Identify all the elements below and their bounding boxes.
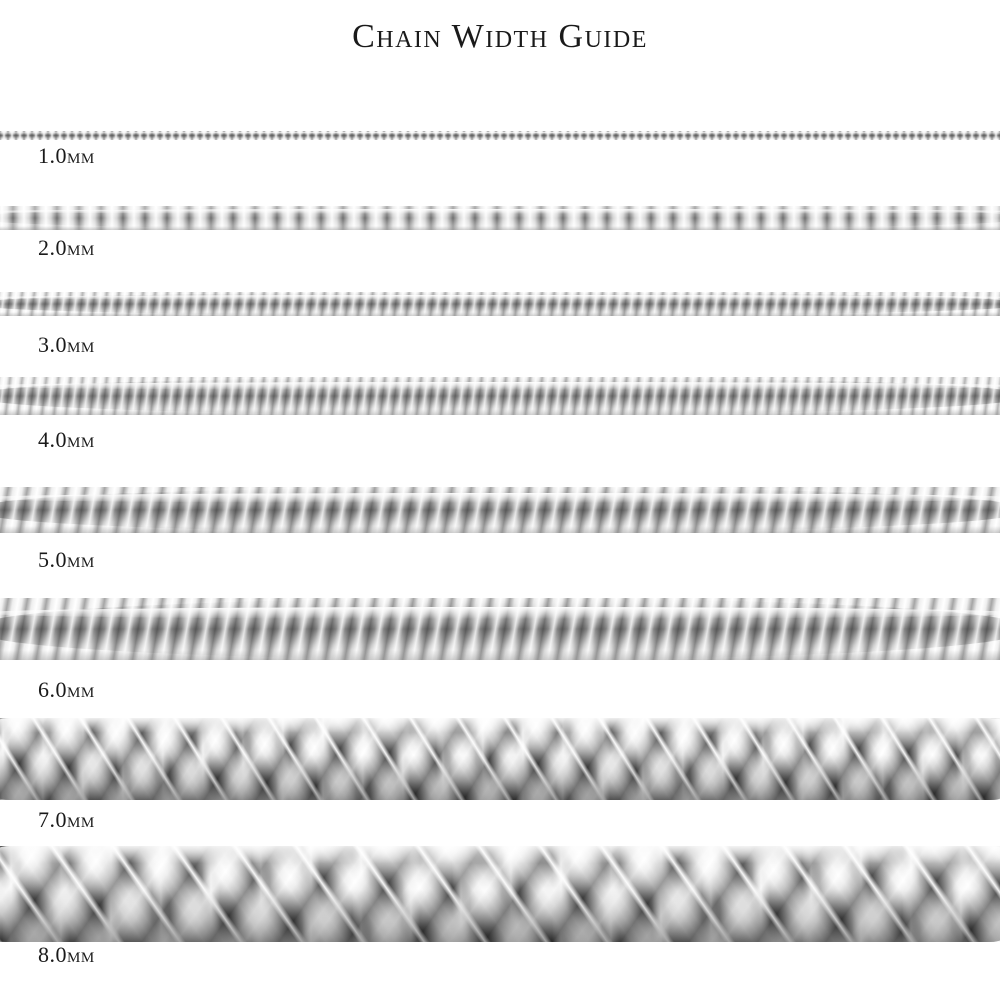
chain-strip-2mm [0, 206, 1000, 230]
chain-strip-3mm [0, 292, 1000, 316]
chain-gloss [0, 493, 1000, 502]
rope-shading [0, 718, 1000, 800]
chain-strip-4mm [0, 377, 1000, 415]
chain-shadow [0, 312, 1000, 316]
chain-label-2mm: 2.0mm [38, 235, 95, 260]
chain-shadow [0, 409, 1000, 415]
chain-gloss [0, 607, 1000, 619]
chain-gloss [0, 382, 1000, 390]
chain-label-3mm: 3.0mm [38, 332, 95, 357]
chain-strip-1mm [0, 131, 1000, 140]
chain-label-4mm: 4.0mm [38, 427, 95, 452]
chain-strip-7mm [0, 718, 1000, 800]
chain-strip-5mm [0, 487, 1000, 533]
chain-label-8mm: 8.0mm [38, 942, 95, 967]
page-title: Chain Width Guide [352, 18, 648, 55]
chain-label-7mm: 7.0mm [38, 807, 95, 832]
chain-label-6mm: 6.0mm [38, 677, 95, 702]
chain-shadow [0, 650, 1000, 660]
chain-shadow [0, 226, 1000, 230]
chain-label-5mm: 5.0mm [38, 547, 95, 572]
chain-gloss [0, 132, 1000, 134]
chain-strip-6mm [0, 598, 1000, 660]
chain-shadow [0, 526, 1000, 533]
rope-shading [0, 846, 1000, 942]
chain-label-1mm: 1.0mm [38, 143, 95, 168]
chain-strip-8mm [0, 846, 1000, 942]
